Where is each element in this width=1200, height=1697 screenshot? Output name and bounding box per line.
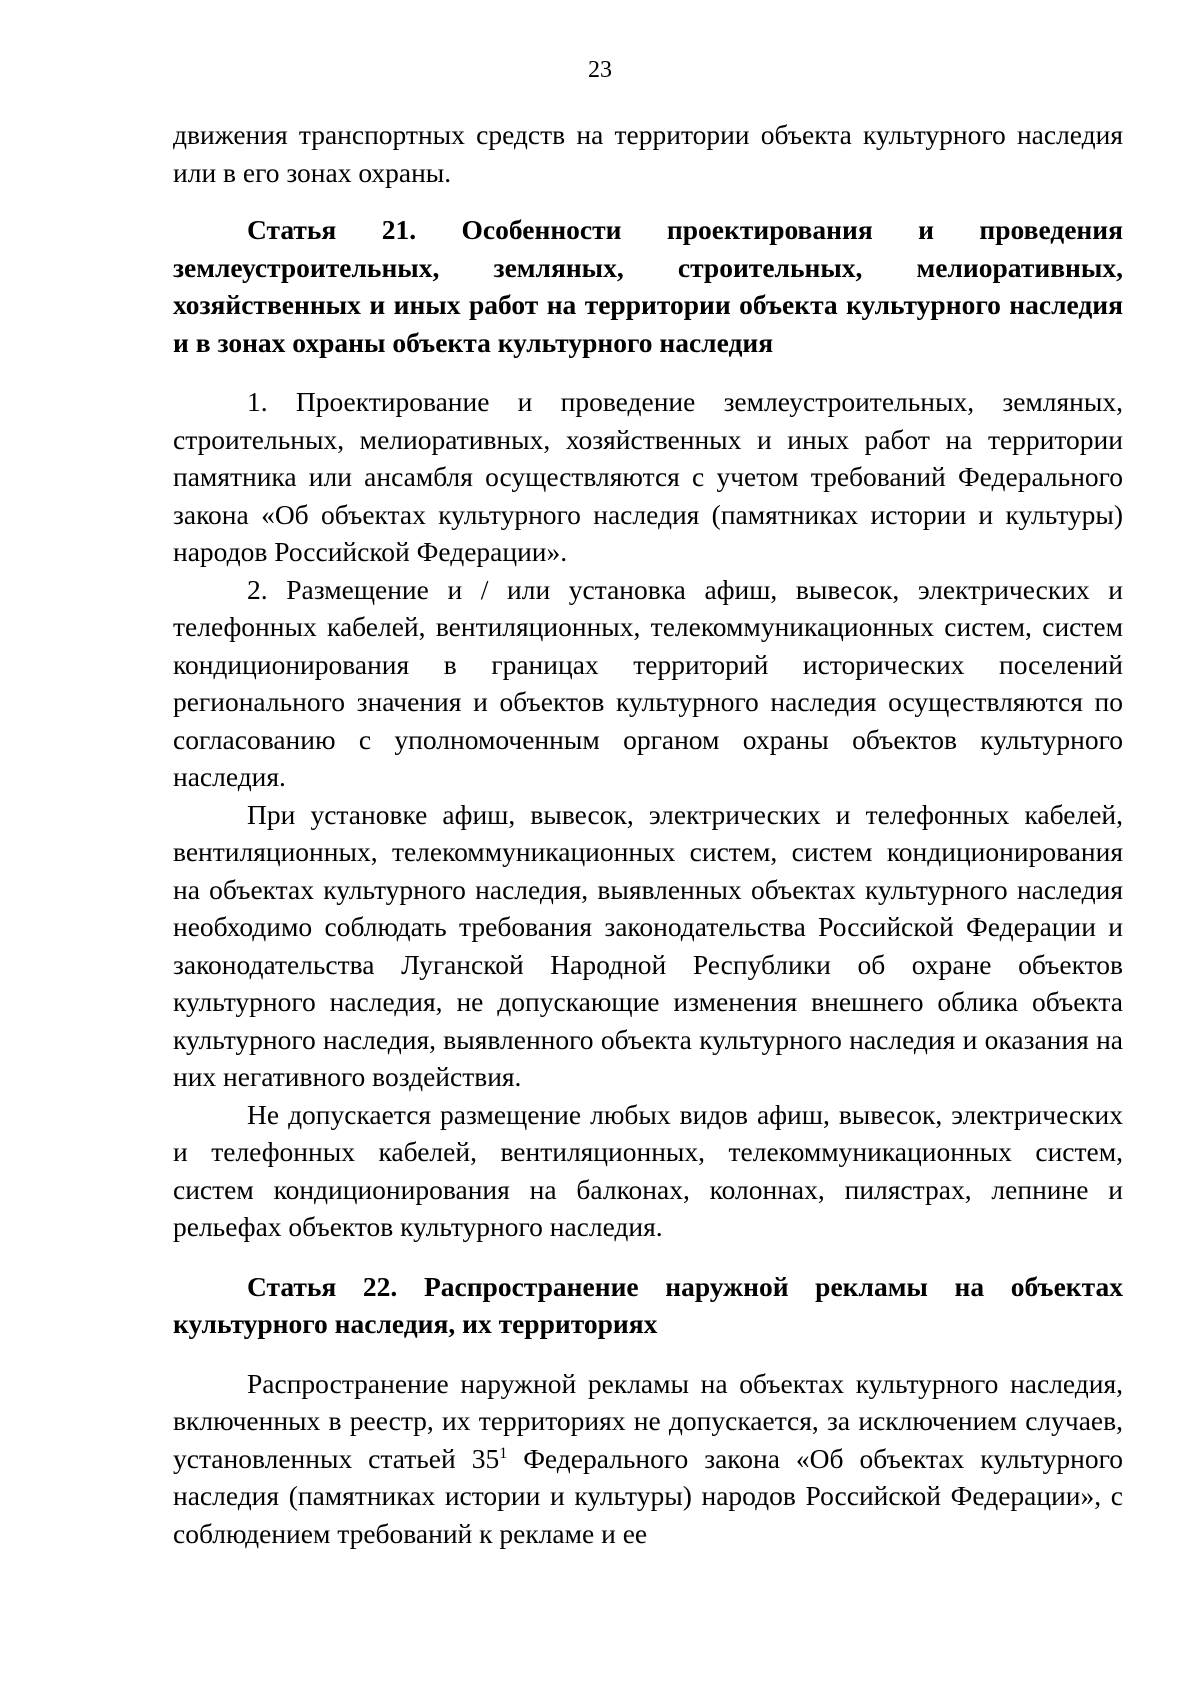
article-21-paragraph-1: 1. Проектирование и проведение землеустроительных, земляных, строительных, мелиоративных, хозяйственных и иных работ на территории памятника или ансамбля осуществляются с учетом требований Федерального закона «Об объектах культурного наследия (памятниках истории и культуры) народов Российской Федерации».: [173, 386, 1123, 567]
article-22-paragraph-1: [173, 1365, 1123, 1553]
continuation-paragraph: движения транспортных средств на территории объекта культурного наследия или в его зонах охраны.: [173, 119, 1123, 188]
spacer: [173, 1343, 1123, 1365]
spacer: [173, 361, 1123, 383]
document-body: [173, 116, 1123, 1552]
article-22-text-part2: Федерального закона «Об объектах культурного наследия (памятниках истории и культуры) народов Российской Федерации», с соблюдением требований к рекламе и ее: [173, 1442, 1123, 1549]
page-number: 23: [588, 57, 612, 83]
spacer: [173, 1246, 1123, 1268]
article-21-heading: Статья 21. Особенности проектирования и проведения землеустроительных, земляных, строительных, мелиоративных, хозяйственных и иных работ на территории объекта культурного наследия и в зонах охраны объекта культурного наследия: [173, 214, 1123, 358]
superscript-marker: 1: [499, 1444, 508, 1462]
article-21-paragraph-3: При установке афиш, вывесок, электрических и телефонных кабелей, вентиляционных, телекоммуникационных систем, систем кондиционирования на объектах культурного наследия, выявленных объектах культурного наследия необходимо соблюдать требования законодательства Российской Федерации и законодательства Луганской Народной Республики об охране объектов культурного наследия, не допускающие изменения внешнего облика объекта культурного наследия, выявленного объекта культурного наследия и оказания на них негативного воздействия.: [173, 798, 1123, 1092]
article-21-paragraph-2: 2. Размещение и / или установка афиш, вывесок, электрических и телефонных кабелей, вентиляционных, телекоммуникационных систем, систем кондиционирования в границах территорий исторических поселений регионального значения и объектов культурного наследия осуществляются по согласованию с уполномоченным органом охраны объектов культурного наследия.: [173, 573, 1123, 792]
article-21-paragraph-4: Не допускается размещение любых видов афиш, вывесок, электрических и телефонных кабелей, вентиляционных, телекоммуникационных систем, систем кондиционирования на балконах, колоннах, пилястрах, лепнине и рельефах объектов культурного наследия.: [173, 1098, 1123, 1242]
article-22-heading: Статья 22. Распространение наружной рекламы на объектах культурного наследия, их территориях: [173, 1270, 1123, 1339]
spacer: [173, 191, 1123, 211]
article-22-text-part1: Распространение наружной рекламы на объектах культурного наследия, включенных в реестр, их территориях не допускается, за исключением случаев, установленных статьей 35: [173, 1367, 1123, 1474]
